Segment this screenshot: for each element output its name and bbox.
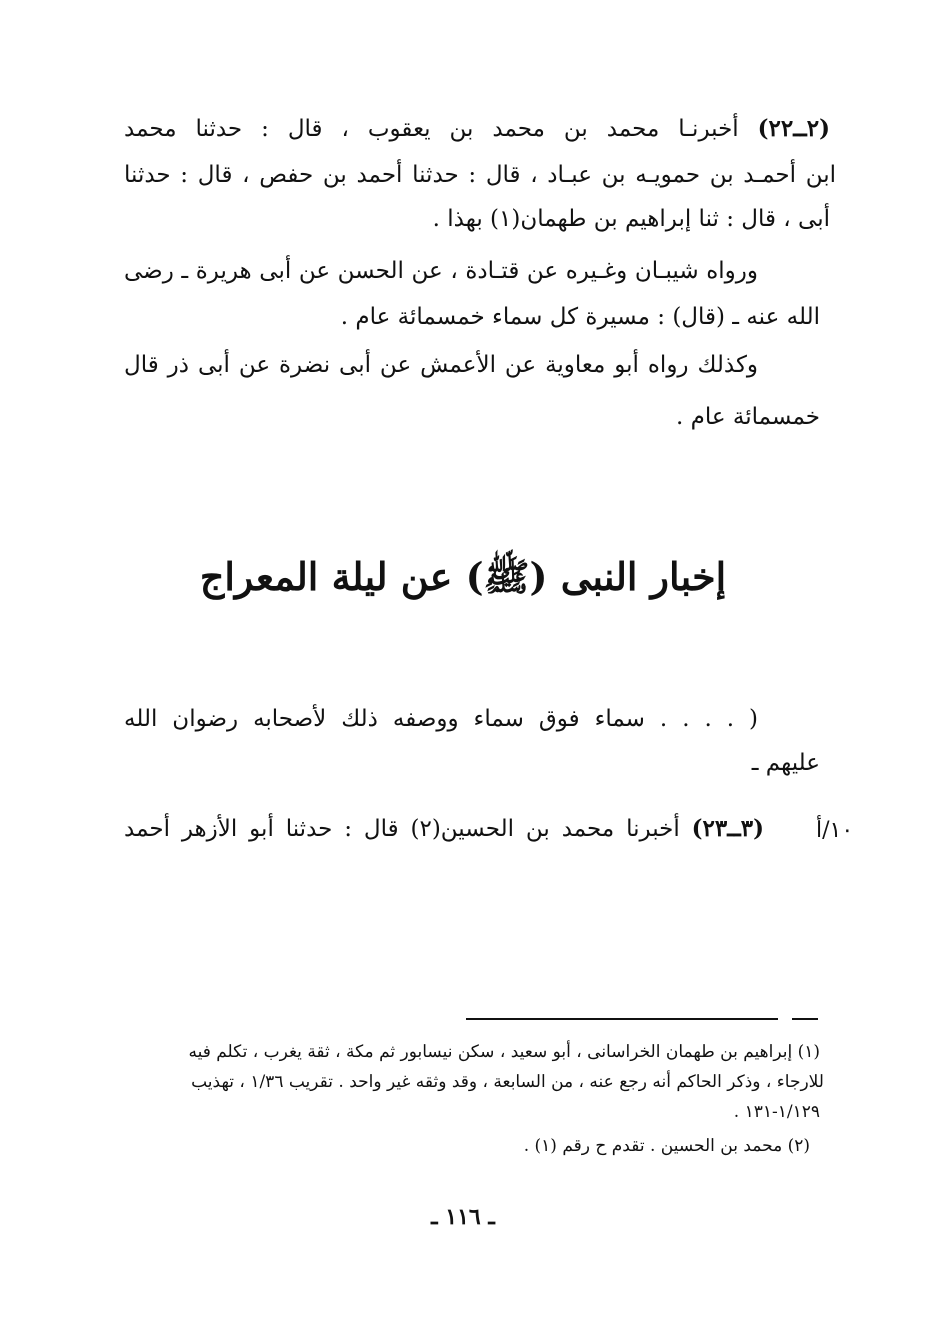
para2-line2: الله عنه ـ (قال) : مسيرة كل سماء خمسمائة عام . — [340, 304, 820, 330]
footnote-1-line3: ١/١٢٩-١٣١ . — [733, 1102, 820, 1122]
footnote-1-line2: للارجاء ، وذكر الحاكم أنه رجع عنه ، من السابعة ، وقد وثقه غير واحد . تقريب ١/٣٦ ، تهذيب — [191, 1072, 824, 1092]
para5-line1-text: أخبرنا محمد بن الحسين(٢) قال : حدثنا أبو الأزهر أحمد — [124, 816, 680, 842]
para2-line1: ورواه شيبـان وغـيره عن قتـادة ، عن الحسن عن أبى هريرة ـ رضى — [124, 258, 758, 284]
para1-line1-text: أخبرنـا محمد بن محمد بن يعقوب ، قال : حدثنا محمد — [124, 116, 739, 142]
footnote-1-line1: (١) إبراهيم بن طهمان الخراسانى ، أبو سعيد ، سكن نيسابور ثم مكة ، ثقة يغرب ، تكلم فيه — [188, 1042, 820, 1062]
page-number: ـ ١١٦ ـ — [431, 1204, 495, 1230]
para1-line3: أبى ، قال : ثنا إبراهيم بن طهمان(١) بهذا . — [432, 206, 830, 232]
footnote-rule — [466, 1018, 778, 1020]
hadith-number: (٣ــ٢٣) — [691, 815, 764, 842]
footnote-rule-short — [792, 1018, 818, 1020]
hadith-number: (٢ــ٢٢) — [757, 115, 830, 142]
margin-folio-ref: ١٠/أ — [816, 818, 854, 843]
para3-line2: خمسمائة عام . — [676, 404, 820, 430]
footnote-2: (٢) محمد بن الحسين . تقدم ح رقم (١) . — [523, 1136, 810, 1156]
para1-line2: ابن أحمـد بن حمويـه بن عبـاد ، قال : حدثنا أحمد بن حفص ، قال : حدثنا — [124, 162, 836, 188]
para4-line1: ( . . . . سماء فوق سماء ووصفه ذلك لأصحابه رضوان الله — [124, 706, 758, 732]
para1-line1 — [124, 114, 830, 144]
chapter-heading: إخبار النبى (ﷺ) عن ليلة المعراج — [199, 554, 727, 599]
para3-line1: وكذلك رواه أبو معاوية عن الأعمش عن أبى نضرة عن أبى ذر قال — [124, 352, 758, 378]
para4-line2: عليهم ـ — [751, 750, 820, 776]
para5-line1 — [124, 814, 764, 844]
